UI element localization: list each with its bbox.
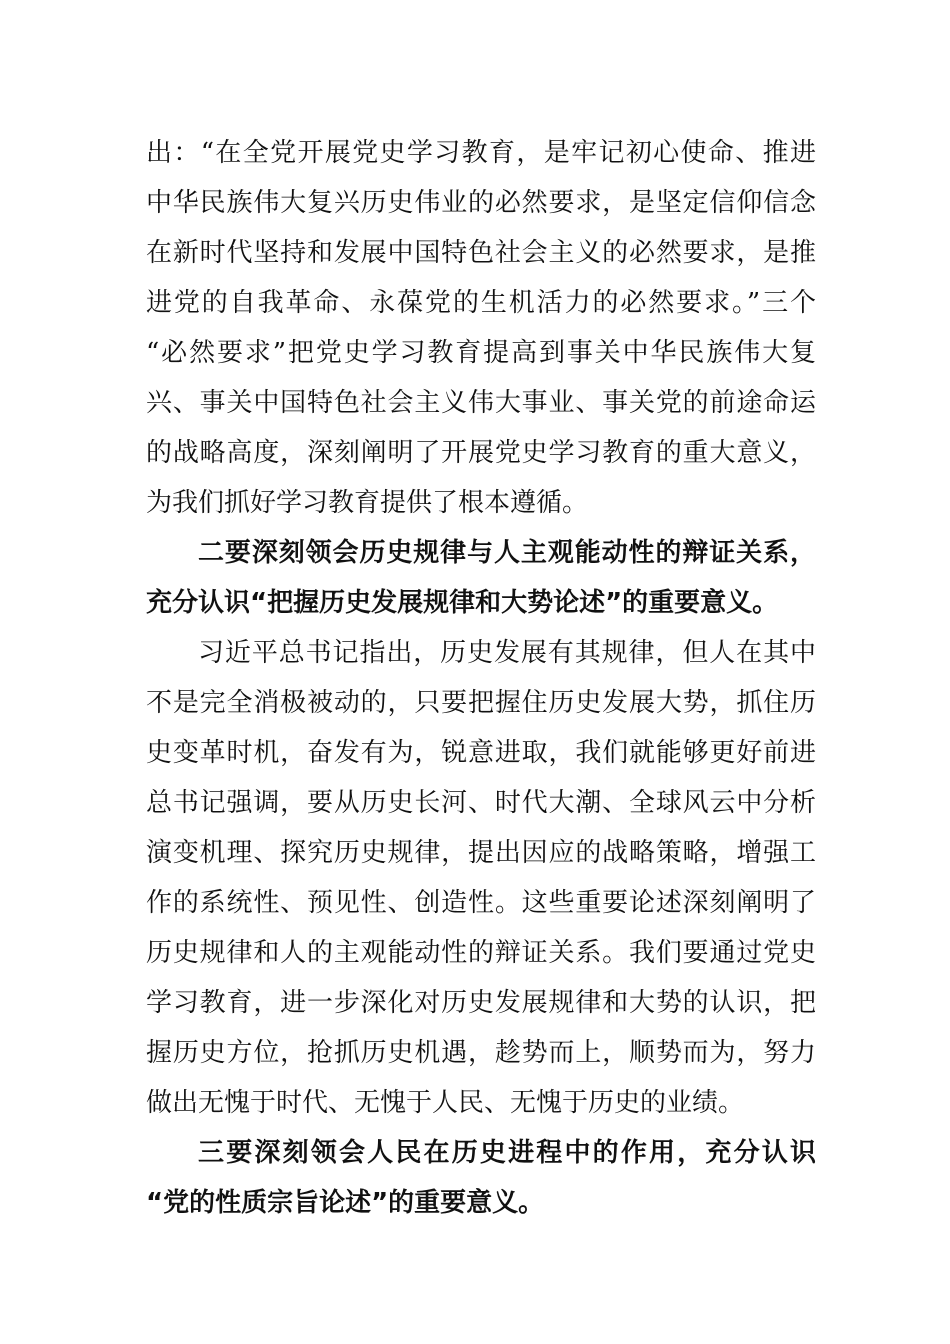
paragraph-line: “必然要求”把党史学习教育提高到事关中华民族伟大复 — [146, 338, 816, 368]
paragraph-line: 学习教育，进一步深化对历史发展规律和大势的认识，把 — [146, 988, 816, 1018]
paragraph-line: 的战略高度，深刻阐明了开展党史学习教育的重大意义， — [146, 438, 816, 468]
paragraph-line: 兴、事关中国特色社会主义伟大事业、事关党的前途命运 — [146, 388, 816, 418]
paragraph-line: 为我们抓好学习教育提供了根本遵循。 — [146, 488, 589, 518]
paragraph-line: 在新时代坚持和发展中国特色社会主义的必然要求，是推 — [146, 238, 816, 268]
paragraph-line: 握历史方位，抢抓历史机遇，趁势而上，顺势而为，努力 — [146, 1038, 816, 1068]
paragraph-line: 史变革时机，奋发有为，锐意进取，我们就能够更好前进 — [146, 738, 816, 768]
paragraph-line: 不是完全消极被动的，只要把握住历史发展大势，抓住历 — [146, 688, 816, 718]
paragraph-line: 中华民族伟大复兴历史伟业的必然要求，是坚定信仰信念 — [146, 188, 816, 218]
paragraph-line: 习近平总书记指出，历史发展有其规律，但人在其中 — [198, 638, 816, 668]
paragraph-line: 历史规律和人的主观能动性的辩证关系。我们要通过党史 — [146, 938, 816, 968]
heading-line: “党的性质宗旨论述”的重要意义。 — [146, 1188, 545, 1218]
heading-line: 二要深刻领会历史规律与人主观能动性的辩证关系， — [198, 538, 816, 568]
paragraph-line: 做出无愧于时代、无愧于人民、无愧于历史的业绩。 — [146, 1088, 745, 1118]
paragraph-line: 进党的自我革命、永葆党的生机活力的必然要求。”三个 — [146, 288, 816, 318]
paragraph-line: 演变机理、探究历史规律，提出因应的战略策略，增强工 — [146, 838, 816, 868]
heading-line: 充分认识“把握历史发展规律和大势论述”的重要意义。 — [146, 588, 779, 618]
heading-line: 三要深刻领会人民在历史进程中的作用，充分认识 — [198, 1138, 816, 1168]
paragraph-line: 作的系统性、预见性、创造性。这些重要论述深刻阐明了 — [146, 888, 816, 918]
paragraph-line: 总书记强调，要从历史长河、时代大潮、全球风云中分析 — [146, 788, 816, 818]
paragraph-line: 出：“在全党开展党史学习教育，是牢记初心使命、推进 — [146, 138, 816, 168]
